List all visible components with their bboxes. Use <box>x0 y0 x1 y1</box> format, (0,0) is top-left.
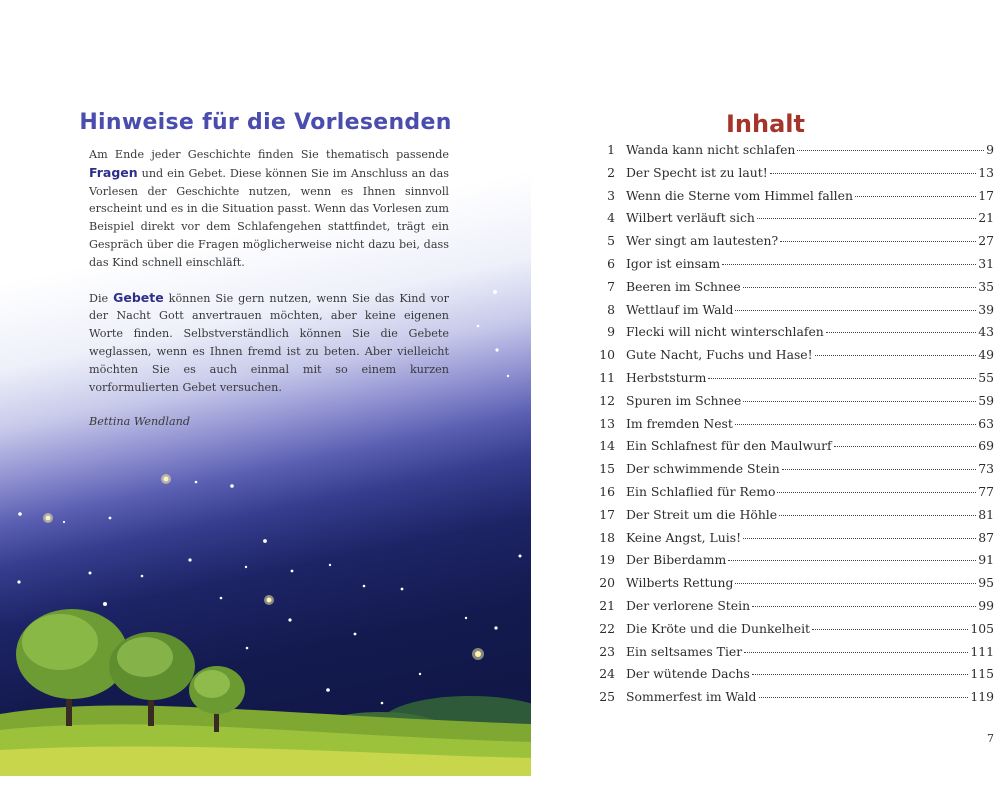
toc-entry-page: 39 <box>978 301 994 317</box>
toc-entry-title: Wilbert verläuft sich <box>626 210 755 226</box>
toc-entry[interactable] <box>593 552 994 575</box>
toc-entry-title: Flecki will nicht winterschlafen <box>626 324 824 340</box>
toc-dot-leader <box>782 469 976 470</box>
left-page <box>0 24 531 776</box>
toc-title: Inhalt <box>726 110 805 138</box>
toc-entry-number: 1 <box>607 142 615 157</box>
toc-entry[interactable] <box>593 666 994 689</box>
toc-entry[interactable] <box>593 484 994 507</box>
toc-dot-leader <box>855 196 976 197</box>
toc-entry[interactable] <box>593 507 994 530</box>
toc-entry-page: 105 <box>970 620 994 636</box>
toc-entry-title: Der Specht ist zu laut! <box>626 164 768 180</box>
toc-entry[interactable] <box>593 233 994 256</box>
toc-entry-page: 87 <box>978 529 994 545</box>
toc-entry[interactable] <box>593 416 994 439</box>
toc-entry-page: 119 <box>970 689 994 705</box>
toc-entry-number: 13 <box>599 415 615 431</box>
right-page <box>531 24 1000 776</box>
toc-entry-page: 21 <box>978 210 994 226</box>
toc-dot-leader <box>735 310 976 311</box>
toc-entry-page: 69 <box>978 438 994 454</box>
toc-entry-number: 19 <box>599 552 615 568</box>
toc-entry[interactable] <box>593 347 994 370</box>
toc-entry[interactable] <box>593 438 994 461</box>
toc-entry[interactable] <box>593 644 994 667</box>
toc-entry-page: 59 <box>978 392 994 408</box>
toc-entry[interactable] <box>593 461 994 484</box>
toc-entry-title: Wanda kann nicht schlafen <box>626 142 796 157</box>
toc-entry-page: 27 <box>978 233 994 249</box>
toc-entry[interactable] <box>593 393 994 416</box>
toc-entry-page: 73 <box>978 461 994 477</box>
toc-entry-number: 11 <box>599 369 615 385</box>
toc-entry-title: Wilberts Rettung <box>626 575 734 591</box>
toc-entry-number: 25 <box>599 689 615 705</box>
toc-entry-number: 7 <box>607 278 615 294</box>
toc-entry[interactable] <box>593 324 994 347</box>
notes-text <box>89 146 449 431</box>
toc-entry-number: 3 <box>607 187 615 203</box>
table-of-contents <box>593 142 994 712</box>
toc-entry-title: Im fremden Nest <box>626 415 733 431</box>
toc-entry[interactable] <box>593 621 994 644</box>
toc-dot-leader <box>826 332 976 333</box>
toc-dot-leader <box>743 287 977 288</box>
toc-entry-page: 115 <box>970 666 994 682</box>
toc-entry-page: 31 <box>978 255 994 271</box>
toc-entry-number: 22 <box>599 620 615 636</box>
author-signature: Bettina Wendland <box>89 415 191 429</box>
toc-entry-number: 9 <box>607 324 615 340</box>
toc-entry-number: 8 <box>607 301 615 317</box>
toc-entry-title: Wer singt am lautesten? <box>626 233 779 249</box>
toc-dot-leader <box>812 629 968 630</box>
meadow-and-trees <box>0 609 531 776</box>
toc-entry-number: 23 <box>599 643 615 659</box>
toc-entry[interactable] <box>593 188 994 211</box>
toc-entry-title: Igor ist einsam <box>626 255 721 271</box>
toc-dot-leader <box>735 583 976 584</box>
notes-title: Hinweise für die Vorlesenden <box>79 110 452 135</box>
toc-entry-page: 99 <box>978 597 994 613</box>
toc-dot-leader <box>780 241 976 242</box>
toc-entry-number: 17 <box>599 506 615 522</box>
toc-dot-leader <box>752 606 976 607</box>
toc-dot-leader <box>834 446 977 447</box>
toc-entry[interactable] <box>593 279 994 302</box>
toc-dot-leader <box>743 401 976 402</box>
toc-entry[interactable] <box>593 302 994 325</box>
toc-dot-leader <box>744 652 968 653</box>
toc-entry-number: 16 <box>599 483 615 499</box>
toc-entry-page: 95 <box>978 575 994 591</box>
toc-entry-page: 13 <box>978 164 994 180</box>
toc-entry[interactable] <box>593 598 994 621</box>
toc-entry-title: Herbststurm <box>626 369 707 385</box>
toc-entry-title: Ein seltsames Tier <box>626 643 743 659</box>
toc-entry-page: 111 <box>970 643 994 659</box>
toc-entry[interactable] <box>593 256 994 279</box>
toc-entry-number: 4 <box>607 210 615 226</box>
toc-dot-leader <box>779 515 976 516</box>
toc-entry-title: Der wütende Dachs <box>626 666 750 682</box>
toc-dot-leader <box>757 218 976 219</box>
toc-entry-page: 17 <box>978 187 994 203</box>
toc-entry-number: 12 <box>599 392 615 408</box>
toc-entry-title: Spuren im Schnee <box>626 392 742 408</box>
toc-dot-leader <box>797 150 984 151</box>
toc-entry-title: Der Biberdamm <box>626 552 727 568</box>
notes-paragraph-questions: Am Ende jeder Geschichte finden Sie thematisch passende Fragen und ein Gebet. Diese können Sie im Anschluss an das Vorlesen der Geschichte nutzen, wenn es Ihnen sinnvoll erscheint und es in die Situation passt. Wenn das Vorlesen zum Beispiel direkt vor dem Schlafengehen stattfindet, trägt ein Gespräch über die Fragen möglicherweise nicht dazu bei, dass das Kind schnell einschläft. <box>89 148 449 269</box>
toc-entry-page: 63 <box>978 415 994 431</box>
toc-dot-leader <box>752 674 969 675</box>
toc-entry-number: 18 <box>599 529 615 545</box>
toc-entry[interactable] <box>593 689 994 712</box>
toc-dot-leader <box>759 697 969 698</box>
toc-entry[interactable] <box>593 370 994 393</box>
toc-entry-title: Die Kröte und die Dunkelheit <box>626 620 811 636</box>
toc-entry-title: Keine Angst, Luis! <box>626 529 742 545</box>
notes-paragraph-prayers: Die Gebete können Sie gern nutzen, wenn Sie das Kind vor der Nacht Gott anvertrauen möchten, aber keine eigenen Worte finden. Selbstverständlich können Sie die Gebete weglassen, wenn es Ihnen fremd ist zu beten. Aber vielleicht möchten Sie es auch einmal mit so einem kurzen vorformulierten Gebet versuchen. <box>89 289 449 394</box>
toc-entry-number: 20 <box>599 575 615 591</box>
toc-entry-title: Gute Nacht, Fuchs und Hase! <box>626 347 813 363</box>
toc-dot-leader <box>770 173 977 174</box>
toc-dot-leader <box>708 378 976 379</box>
toc-entry-title: Der schwimmende Stein <box>626 461 780 477</box>
toc-entry[interactable] <box>593 210 994 233</box>
toc-entry-title: Wettlauf im Wald <box>626 301 734 317</box>
toc-entry[interactable] <box>593 165 994 188</box>
highlight-fragen: Fragen <box>89 164 138 180</box>
toc-entry-title: Der Streit um die Höhle <box>626 506 778 522</box>
toc-entry-number: 24 <box>599 666 615 682</box>
toc-entry-number: 15 <box>599 461 615 477</box>
toc-entry-page: 55 <box>978 369 994 385</box>
toc-entry-title: Wenn die Sterne vom Himmel fallen <box>626 187 853 203</box>
toc-entry-number: 14 <box>599 438 615 454</box>
toc-entry-number: 10 <box>599 347 615 363</box>
toc-dot-leader <box>743 538 976 539</box>
page-number: 7 <box>987 732 994 745</box>
toc-entry-page: 81 <box>978 506 994 522</box>
toc-entry-page: 91 <box>978 552 994 568</box>
toc-dot-leader <box>777 492 976 493</box>
toc-dot-leader <box>722 264 976 265</box>
toc-entry-number: 5 <box>607 233 615 249</box>
toc-entry-number: 2 <box>607 164 615 180</box>
toc-entry-page: 35 <box>978 278 994 294</box>
toc-entry-title: Ein Schlaflied für Remo <box>626 483 776 499</box>
toc-entry-title: Sommerfest im Wald <box>626 689 757 705</box>
toc-entry-page: 49 <box>978 347 994 363</box>
toc-entry-title: Beeren im Schnee <box>626 278 741 294</box>
toc-entry-page: 43 <box>978 324 994 340</box>
toc-entry-number: 6 <box>607 255 615 271</box>
toc-entry-page: 77 <box>978 483 994 499</box>
toc-dot-leader <box>815 355 977 356</box>
toc-dot-leader <box>728 560 976 561</box>
toc-entry[interactable] <box>593 142 994 165</box>
toc-entry-title: Ein Schlafnest für den Maulwurf <box>626 438 832 454</box>
toc-entry-number: 21 <box>599 597 615 613</box>
toc-dot-leader <box>735 424 976 425</box>
toc-entry-title: Der verlorene Stein <box>626 597 751 613</box>
highlight-gebete: Gebete <box>113 289 164 305</box>
toc-entry-page: 9 <box>986 142 994 157</box>
toc-entry[interactable] <box>593 530 994 553</box>
toc-entry[interactable] <box>593 575 994 598</box>
